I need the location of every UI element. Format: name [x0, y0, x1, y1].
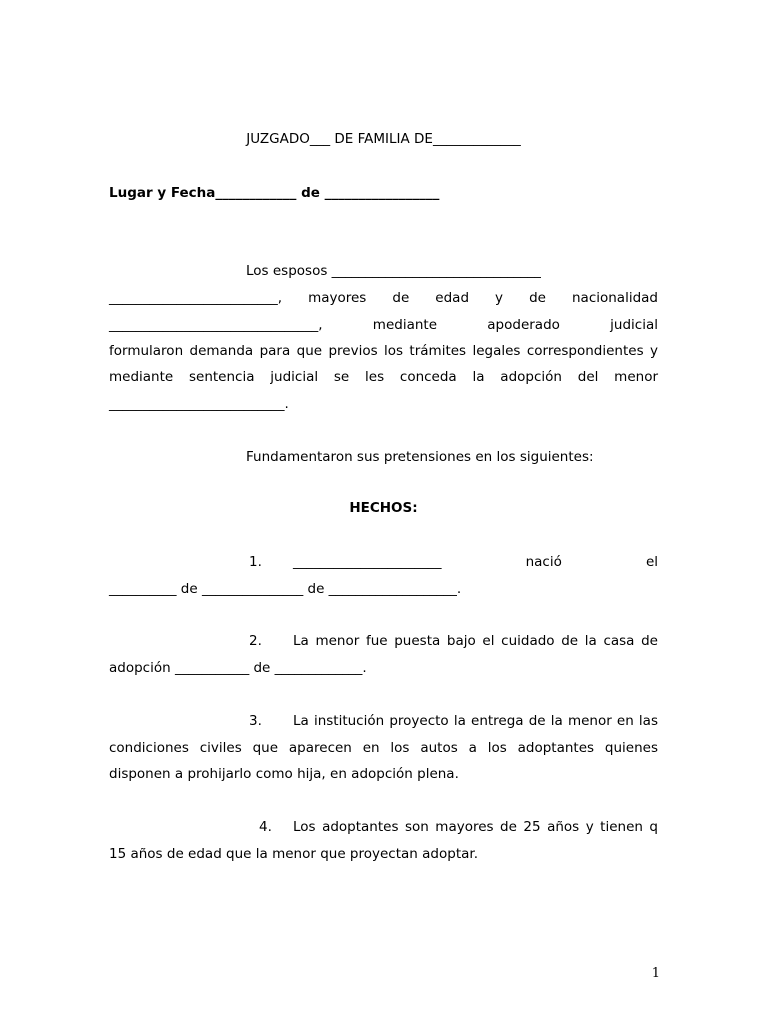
fact-3-line-2: condiciones civiles que aparecen en los autos a los adoptantes quienes — [109, 740, 658, 756]
fact-text: Los adoptantes son mayores de 25 años y tienen q — [293, 819, 658, 835]
fact-4-line-1 — [109, 819, 658, 835]
fact-number: 4. — [259, 819, 272, 835]
fact-number: 1. — [249, 554, 262, 570]
fact-text: ______________________ nació el — [293, 554, 658, 570]
fact-3-line-3: disponen a prohijarlo como hija, en adopción plena. — [109, 766, 459, 782]
intro-line-4: formularon demanda para que previos los trámites legales correspondientes y — [109, 343, 658, 359]
place-date-line: Lugar y Fecha____________ de _________________ — [109, 185, 440, 201]
fact-1-line-2: __________ de _______________ de ___________________. — [109, 581, 462, 597]
fact-text: La institución proyecto la entrega de la menor en las — [293, 713, 658, 729]
intro-line-5: mediante sentencia judicial se les conceda la adopción del menor — [109, 369, 658, 385]
facts-heading: HECHOS: — [349, 500, 418, 516]
intro-line-2: _________________________, mayores de edad y de nacionalidad — [109, 290, 658, 306]
intro-line-3: _______________________________, mediante apoderado judicial — [109, 317, 658, 333]
fact-number: 3. — [249, 713, 262, 729]
grounds-line: Fundamentaron sus pretensiones en los siguientes: — [246, 449, 594, 465]
document-title: JUZGADO___ DE FAMILIA DE_____________ — [246, 131, 521, 147]
fact-text: La menor fue puesta bajo el cuidado de la casa de — [293, 633, 658, 649]
fact-4-line-2: 15 años de edad que la menor que proyectan adoptar. — [109, 846, 478, 862]
fact-2-line-2: adopción ___________ de _____________. — [109, 660, 367, 676]
fact-number: 2. — [249, 633, 262, 649]
fact-3-line-1 — [109, 713, 658, 729]
page-number: 1 — [651, 966, 660, 981]
intro-line-1: Los esposos _______________________________ — [246, 263, 541, 279]
fact-2-line-1 — [109, 633, 658, 649]
intro-line-6: __________________________. — [109, 396, 289, 412]
fact-1-line-1 — [109, 554, 658, 570]
